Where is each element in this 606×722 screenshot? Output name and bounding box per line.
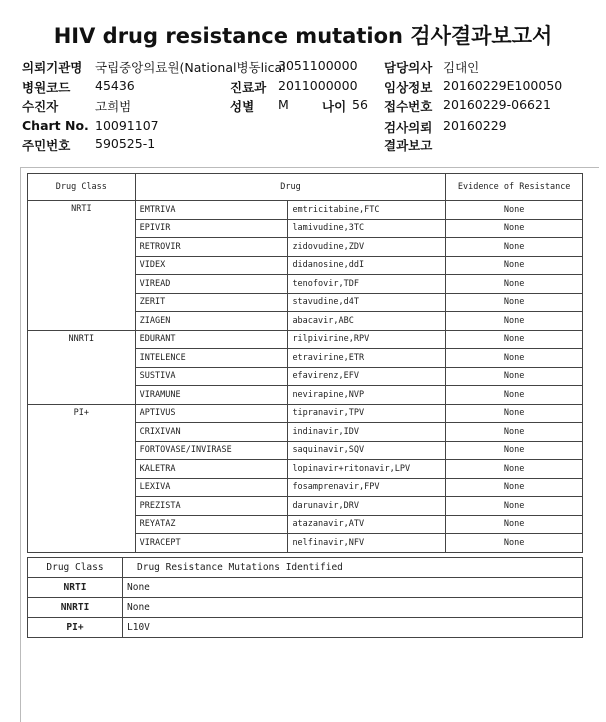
evidence-cell: None (446, 367, 583, 386)
chart-label: Chart No. (22, 118, 89, 133)
brand-name-cell: SUSTIVA (135, 367, 288, 386)
evidence-cell: None (446, 201, 583, 220)
evidence-cell: None (446, 497, 583, 516)
brand-name-cell: EMTRIVA (135, 201, 288, 220)
table-row (28, 330, 583, 349)
id-value: 590525-1 (95, 136, 156, 151)
age-label: 나이 (322, 99, 347, 114)
brand-name-cell: VIDEX (135, 256, 288, 275)
evidence-cell: None (446, 330, 583, 349)
ward-code-value: 3051100000 (278, 58, 358, 73)
generic-name-cell: abacavir,ABC (288, 312, 446, 331)
header-mutations: Drug Resistance Mutations Identified (123, 558, 583, 578)
evidence-cell: None (446, 534, 583, 553)
evidence-cell: None (446, 293, 583, 312)
generic-name-cell: tipranavir,TPV (288, 404, 446, 423)
age-value: 56 (352, 97, 368, 112)
patient-label: 수진자 (22, 99, 59, 114)
brand-name-cell: ZIAGEN (135, 312, 288, 331)
generic-name-cell: saquinavir,SQV (288, 441, 446, 460)
hospital-code-value: 45436 (95, 78, 135, 93)
table-row (28, 201, 583, 220)
brand-name-cell: REYATAZ (135, 515, 288, 534)
generic-name-cell: fosamprenavir,FPV (288, 478, 446, 497)
evidence-cell: None (446, 386, 583, 405)
evidence-cell: None (446, 404, 583, 423)
brand-name-cell: LEXIVA (135, 478, 288, 497)
generic-name-cell: didanosine,ddI (288, 256, 446, 275)
mutations-cell: L10V (123, 618, 583, 638)
drug-class-cell: PI+ (28, 404, 136, 552)
brand-name-cell: EPIVIR (135, 219, 288, 238)
doctor-value: 김대인 (443, 60, 480, 75)
generic-name-cell: darunavir,DRV (288, 497, 446, 516)
generic-name-cell: emtricitabine,FTC (288, 201, 446, 220)
dept-value: 2011000000 (278, 78, 358, 93)
brand-name-cell: ZERIT (135, 293, 288, 312)
table-row (28, 598, 583, 618)
brand-name-cell: EDURANT (135, 330, 288, 349)
evidence-cell: None (446, 275, 583, 294)
generic-name-cell: nevirapine,NVP (288, 386, 446, 405)
header-drug: Drug (135, 174, 446, 201)
receipt-value: 20160229-06621 (443, 97, 551, 112)
report-label: 결과보고 (384, 138, 433, 153)
brand-name-cell: INTELENCE (135, 349, 288, 368)
request-label: 검사의뢰 (384, 120, 433, 135)
generic-name-cell: atazanavir,ATV (288, 515, 446, 534)
brand-name-cell: FORTOVASE/INVIRASE (135, 441, 288, 460)
report-title: HIV drug resistance mutation 검사결과보고서 (53, 24, 553, 48)
institution-value: 국립중앙의료원(National병동lical (95, 60, 286, 75)
drug-class-cell: NRTI (28, 578, 123, 598)
drug-class-cell: NNRTI (28, 330, 136, 404)
drug-class-cell: NRTI (28, 201, 136, 331)
clinical-value: 20160229E100050 (443, 78, 563, 93)
hospital-code-label: 병원코드 (22, 80, 71, 95)
mutations-cell: None (123, 578, 583, 598)
brand-name-cell: RETROVIR (135, 238, 288, 257)
doctor-label: 담당의사 (384, 60, 433, 75)
dept-label: 진료과 (230, 80, 267, 95)
brand-name-cell: APTIVUS (135, 404, 288, 423)
generic-name-cell: nelfinavir,NFV (288, 534, 446, 553)
resistance-table (27, 173, 583, 553)
evidence-cell: None (446, 478, 583, 497)
generic-name-cell: stavudine,d4T (288, 293, 446, 312)
generic-name-cell: tenofovir,TDF (288, 275, 446, 294)
evidence-cell: None (446, 256, 583, 275)
institution-label: 의뢰기관명 (22, 60, 83, 75)
brand-name-cell: KALETRA (135, 460, 288, 479)
mutations-table (27, 557, 583, 638)
patient-value: 고희범 (95, 99, 132, 114)
receipt-label: 접수번호 (384, 99, 433, 114)
table-row (28, 404, 583, 423)
mutations-cell: None (123, 598, 583, 618)
brand-name-cell: PREZISTA (135, 497, 288, 516)
header-evidence: Evidence of Resistance (446, 174, 583, 201)
evidence-cell: None (446, 441, 583, 460)
evidence-cell: None (446, 515, 583, 534)
chart-value: 10091107 (95, 118, 159, 133)
header-drug-class: Drug Class (28, 174, 136, 201)
table-row (28, 618, 583, 638)
generic-name-cell: rilpivirine,RPV (288, 330, 446, 349)
generic-name-cell: lopinavir+ritonavir,LPV (288, 460, 446, 479)
evidence-cell: None (446, 238, 583, 257)
generic-name-cell: zidovudine,ZDV (288, 238, 446, 257)
generic-name-cell: efavirenz,EFV (288, 367, 446, 386)
drug-class-cell: NNRTI (28, 598, 123, 618)
evidence-cell: None (446, 219, 583, 238)
table-row (28, 578, 583, 598)
sex-value: M (278, 97, 289, 112)
request-value: 20160229 (443, 118, 507, 133)
generic-name-cell: lamivudine,3TC (288, 219, 446, 238)
evidence-cell: None (446, 460, 583, 479)
clinical-label: 임상정보 (384, 80, 433, 95)
brand-name-cell: CRIXIVAN (135, 423, 288, 442)
drug-class-cell: PI+ (28, 618, 123, 638)
generic-name-cell: indinavir,IDV (288, 423, 446, 442)
evidence-cell: None (446, 423, 583, 442)
generic-name-cell: etravirine,ETR (288, 349, 446, 368)
evidence-cell: None (446, 312, 583, 331)
evidence-cell: None (446, 349, 583, 368)
brand-name-cell: VIRACEPT (135, 534, 288, 553)
sex-label: 성별 (230, 99, 255, 114)
brand-name-cell: VIREAD (135, 275, 288, 294)
header-drug-class: Drug Class (28, 558, 123, 578)
id-label: 주민번호 (22, 138, 71, 153)
brand-name-cell: VIRAMUNE (135, 386, 288, 405)
